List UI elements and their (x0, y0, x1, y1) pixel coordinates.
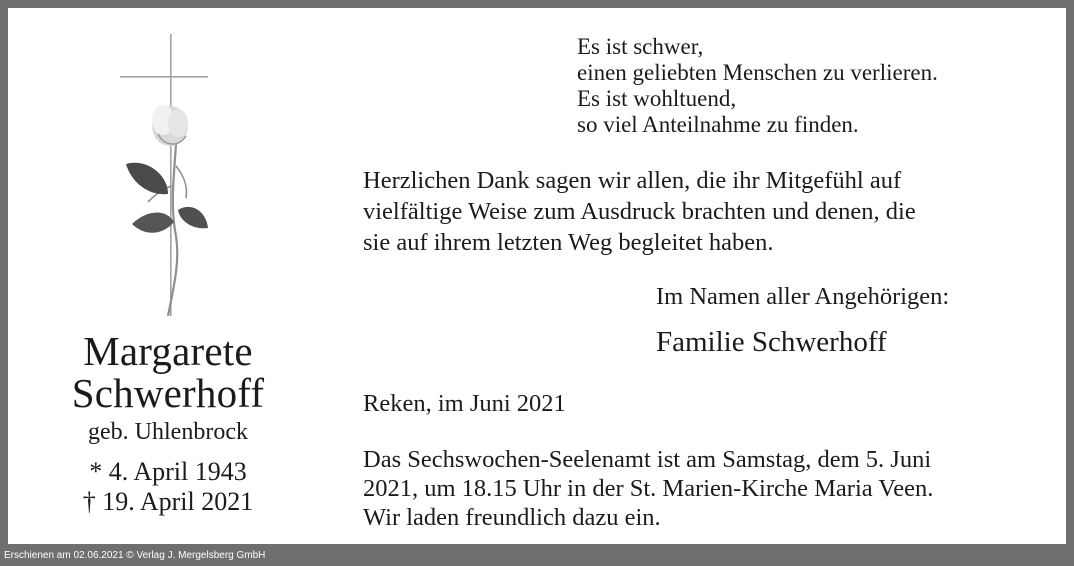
deceased-birth-name: geb. Uhlenbrock (88, 419, 248, 445)
deceased-first-name: Margarete (83, 328, 253, 374)
poem-line: Es ist wohltuend, (577, 86, 737, 111)
service-line: Wir laden freundlich dazu ein. (363, 504, 661, 531)
life-dates (50, 457, 286, 517)
obituary-card (8, 8, 1066, 544)
deceased-last-name: Schwerhoff (71, 370, 265, 416)
publication-footer: Erschienen am 02.06.2021 © Verlag J. Mergelsberg GmbH (4, 550, 266, 561)
poem-line: Es ist schwer, (577, 34, 704, 59)
thanks-text (363, 165, 1053, 258)
service-line: Das Sechswochen-Seelenamt ist am Samstag, dem 5. Juni (363, 446, 932, 473)
deceased-info (50, 330, 286, 517)
signoff: Im Namen aller Angehörigen: (656, 283, 950, 310)
poem-line: einen geliebten Menschen zu verlieren. (577, 60, 938, 85)
thanks-line: vielfältige Weise zum Ausdruck brachten und denen, die (363, 198, 916, 225)
poem-line: so viel Anteilnahme zu finden. (577, 112, 859, 137)
family-name: Familie Schwerhoff (656, 326, 887, 358)
rose-with-cross-icon (118, 26, 228, 318)
birth-date: * 4. April 1943 (89, 457, 247, 486)
rose-icon (126, 105, 208, 316)
thanks-line: sie auf ihrem letzten Weg begleitet haben. (363, 229, 774, 256)
service-line: 2021, um 18.15 Uhr in der St. Marien-Kirche Maria Veen. (363, 475, 934, 502)
service-notice (363, 445, 1063, 532)
thanks-line: Herzlichen Dank sagen wir allen, die ihr Mitgefühl auf (363, 167, 902, 194)
poem (577, 34, 938, 138)
place-date: Reken, im Juni 2021 (363, 390, 566, 417)
death-date: † 19. April 2021 (82, 487, 254, 516)
